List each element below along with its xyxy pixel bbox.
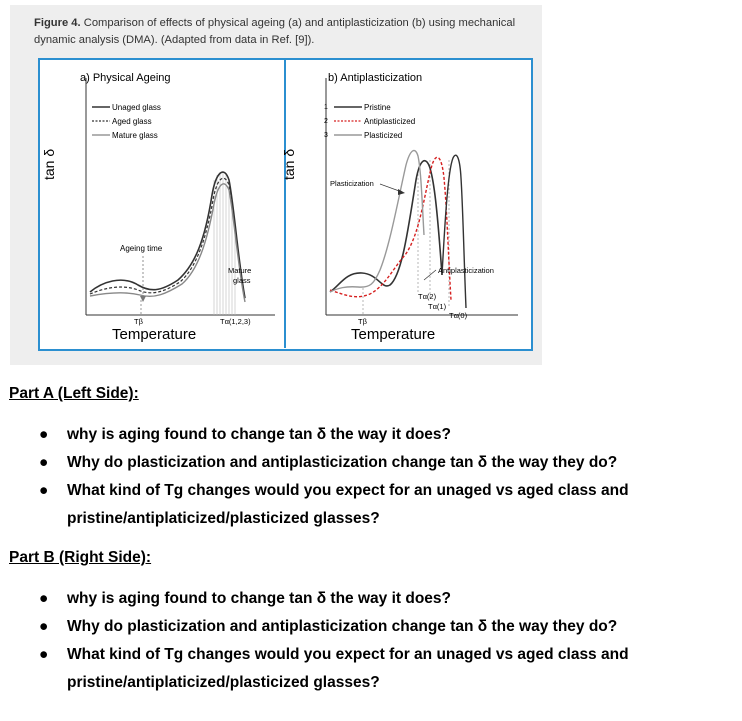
bullet-icon: ● [39, 590, 49, 607]
legend-b-antiplast: Antiplasticized [364, 117, 416, 126]
tick-a-talpha: Tα(1,2,3) [220, 317, 251, 326]
panel-b-title: b) Antiplasticization [328, 72, 423, 84]
part-a-question-1 [0, 421, 727, 449]
annotation-ageing-time: Ageing time [120, 244, 163, 253]
tick-b-talpha1: Tα(1) [428, 302, 447, 311]
annotation-antiplasticization: Antiplasticization [438, 266, 494, 275]
question-text: why is aging found to change tan δ the way it does? [67, 426, 452, 443]
figure-caption [34, 15, 539, 49]
antiplasticization-leader [424, 270, 436, 280]
part-a-questions [0, 421, 727, 533]
tick-b-talpha2: Tα(2) [418, 292, 437, 301]
legend-a-mature: Mature glass [112, 131, 158, 140]
legend-b-num-3: 3 [324, 132, 328, 139]
plot-frame [38, 58, 533, 351]
annotation-mature-2: glass [233, 276, 251, 285]
part-b-question-3 [0, 641, 727, 697]
legend-a-unaged: Unaged glass [112, 103, 161, 112]
question-text: why is aging found to change tan δ the way it does? [67, 590, 452, 607]
question-text: What kind of Tg changes would you expect for an unaged vs aged class and pristine/antiplaticized/plasticized glasses? [67, 482, 629, 527]
tick-b-talpha0: Tα(0) [449, 311, 468, 320]
legend-a-aged: Aged glass [112, 117, 152, 126]
question-text: Why do plasticization and antiplasticization change tan δ the way they do? [67, 618, 618, 635]
panel-a-y-label: tan δ [41, 148, 57, 180]
curve-a-mature [90, 184, 245, 302]
annotation-mature-1: Mature [228, 266, 252, 275]
tick-b-tbeta: Tβ [358, 317, 367, 326]
plasticization-arrowhead [398, 189, 405, 195]
panel-a-title: a) Physical Ageing [80, 72, 171, 84]
bullet-icon: ● [39, 482, 49, 499]
panel-a-x-label: Temperature [112, 326, 197, 343]
curve-a-unaged [90, 172, 245, 298]
curve-a-aged [90, 178, 245, 300]
part-a-heading: Part A (Left Side): [9, 385, 139, 402]
panel-b-y-label: tan δ [281, 148, 297, 180]
question-text: What kind of Tg changes would you expect for an unaged vs aged class and pristine/antiplaticized/plasticized glasses? [67, 646, 629, 691]
dma-plots [40, 60, 530, 348]
curve-b-pristine-tail [442, 155, 466, 308]
part-b-question-1 [0, 585, 727, 613]
part-b-questions [0, 585, 727, 697]
mature-glass-band [212, 172, 238, 315]
tick-a-tbeta: Tβ [134, 317, 143, 326]
panel-b-x-label: Temperature [351, 326, 436, 343]
part-b-heading: Part B (Right Side): [9, 549, 152, 566]
bullet-icon: ● [39, 454, 49, 471]
caption-text: Comparison of effects of physical ageing (a) and antiplasticization (b) using mechanical dynamic analysis (DMA). (Adapted from data in Ref. [9]). [34, 17, 516, 46]
legend-b-num-1: 1 [324, 104, 328, 111]
legend-b-pristine: Pristine [364, 103, 391, 112]
legend-b-plast: Plasticized [364, 131, 403, 140]
bullet-icon: ● [39, 646, 49, 663]
part-b-question-2 [0, 613, 727, 641]
question-text: Why do plasticization and antiplasticization change tan δ the way they do? [67, 454, 618, 471]
bullet-icon: ● [39, 426, 49, 443]
part-a-question-3 [0, 477, 727, 533]
bullet-icon: ● [39, 618, 49, 635]
part-a-question-2 [0, 449, 727, 477]
legend-b-num-2: 2 [324, 118, 328, 125]
annotation-plasticization: Plasticization [330, 179, 374, 188]
caption-label: Figure 4. [34, 17, 81, 29]
